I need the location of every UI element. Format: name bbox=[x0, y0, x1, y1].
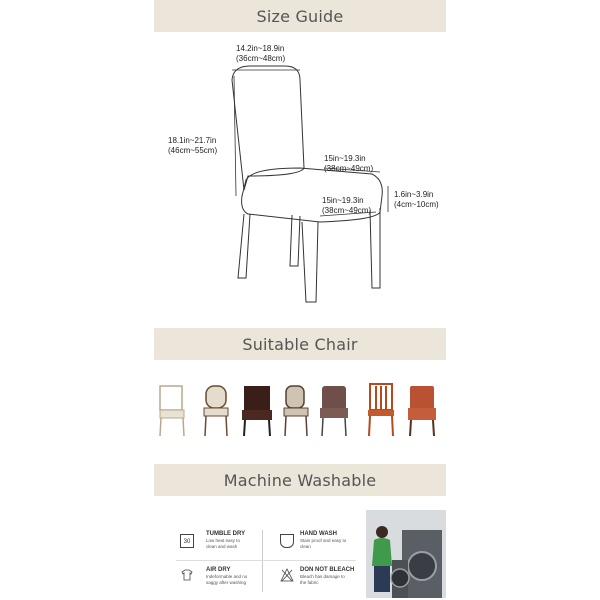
care-air-dry: AIR DRY Indeformable and no saggy after washing bbox=[206, 567, 248, 585]
seat-thickness-label: 1.6in~3.9in (4cm~10cm) bbox=[394, 190, 439, 209]
top-width-label: 14.2in~18.9in (36cm~48cm) bbox=[236, 44, 286, 63]
chair-thumb-6 bbox=[368, 384, 394, 436]
suitable-chair-banner: Suitable Chair bbox=[154, 328, 446, 360]
chair-thumb-1 bbox=[160, 386, 184, 436]
chair-thumb-4 bbox=[284, 386, 308, 436]
chair-leg-back-left bbox=[290, 215, 300, 266]
hand-wash-icon bbox=[280, 534, 294, 548]
care-tumble-dry: TUMBLE DRY Low heat easy to clean and wash bbox=[206, 531, 246, 549]
laundry-photo bbox=[366, 510, 446, 598]
chair-leg-back-right bbox=[370, 208, 380, 288]
back-height-arrow bbox=[234, 76, 236, 196]
back-height-label: 18.1in~21.7in (46cm~55cm) bbox=[168, 136, 218, 155]
care-divider-vertical bbox=[262, 530, 263, 592]
seat-width-label: 15in~19.3in (38cm~49cm) bbox=[322, 196, 372, 215]
machine-washable-banner: Machine Washable bbox=[154, 464, 446, 496]
chair-back-outline bbox=[232, 66, 304, 190]
seat-depth-label: 15in~19.3in (38cm~49cm) bbox=[324, 154, 374, 173]
care-no-bleach: DON NOT BLEACH Bleach has damage to the fabric bbox=[300, 567, 355, 585]
tumble-dry-icon: 30 bbox=[180, 534, 194, 548]
chair-thumb-5 bbox=[320, 386, 348, 436]
no-bleach-icon bbox=[280, 568, 294, 582]
care-hand-wash: HAND WASH Stain proof and easy to clean bbox=[300, 531, 347, 549]
chair-leg-front-right bbox=[302, 222, 318, 302]
chair-thumb-3 bbox=[242, 386, 272, 436]
chair-thumb-7 bbox=[408, 386, 436, 436]
size-guide-banner: Size Guide bbox=[154, 0, 446, 32]
chair-leg-front-left bbox=[238, 214, 250, 278]
air-dry-icon bbox=[180, 568, 194, 582]
care-divider-horizontal bbox=[176, 560, 356, 561]
chair-thumb-2 bbox=[204, 386, 228, 436]
suitable-chairs-row bbox=[150, 380, 450, 444]
